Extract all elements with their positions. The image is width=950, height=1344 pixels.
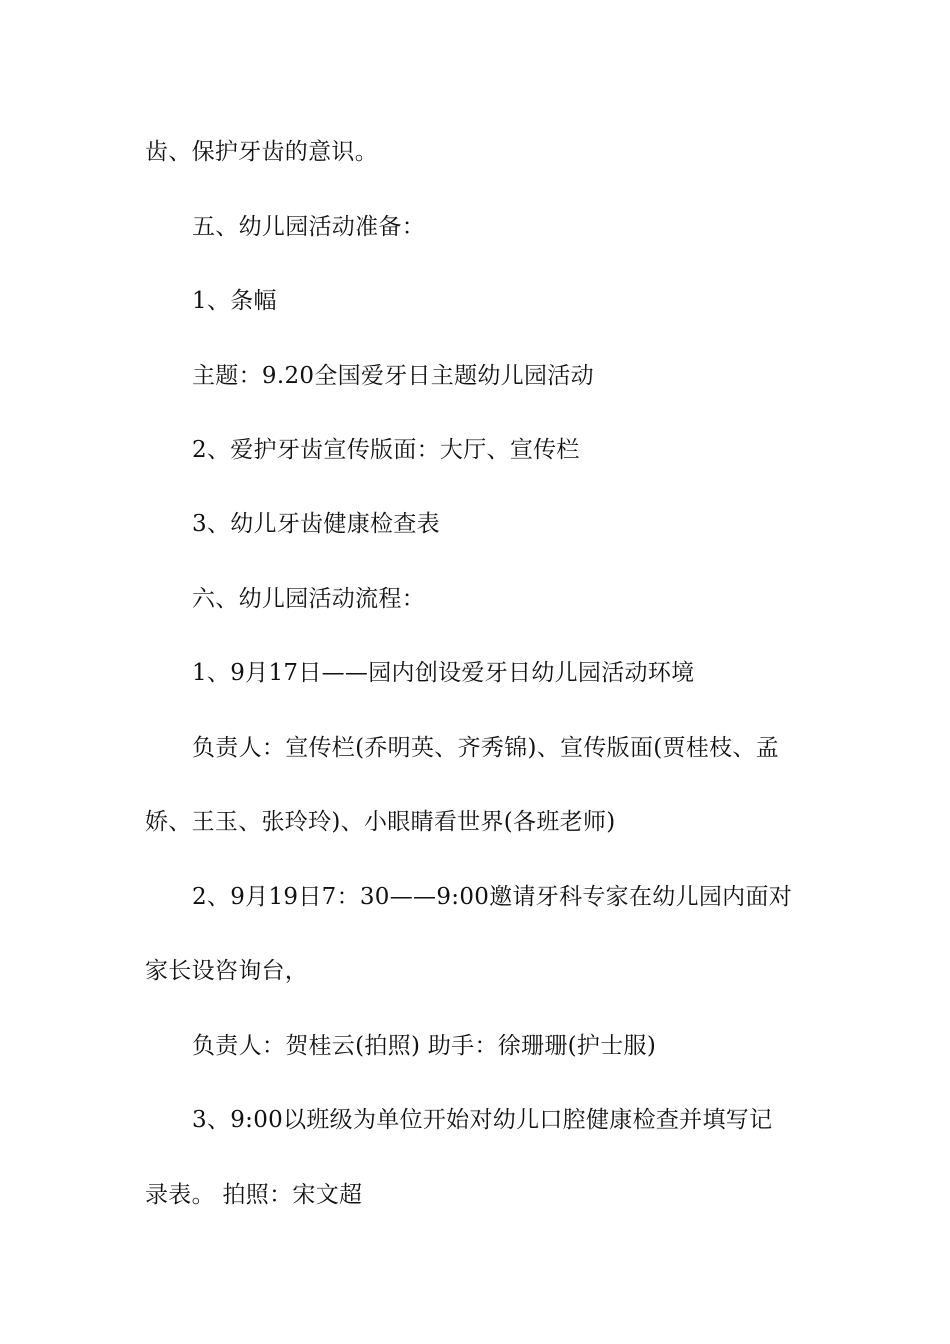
paragraph-line: 家长设咨询台， [145,958,309,984]
paragraph-line: 娇、王玉、张玲玲)、小眼睛看世界(各班老师) [145,809,616,835]
section-heading: 六、幼儿园活动流程： [192,586,425,612]
paragraph-line: 负责人：贺桂云(拍照) 助手：徐珊珊(护士服) [192,1033,657,1059]
list-item: 1、9月17日——园内创设爱牙日幼儿园活动环境 [192,660,695,686]
paragraph-line: 主题：9.20全国爱牙日主题幼儿园活动 [192,363,594,389]
section-heading: 五、幼儿园活动准备： [192,214,425,240]
list-item: 1、条幅 [192,288,277,314]
list-item: 3、幼儿牙齿健康检查表 [192,511,440,537]
list-item: 2、爱护牙齿宣传版面：大厅、宣传栏 [192,437,580,463]
paragraph-line: 录表。 拍照：宋文超 [145,1182,363,1208]
paragraph-line: 负责人：宣传栏(乔明英、齐秀锦)、宣传版面(贾桂枝、孟 [192,735,780,761]
list-item: 3、9:00以班级为单位开始对幼儿口腔健康检查并填写记 [192,1107,773,1133]
list-item: 2、9月19日7：30——9:00邀请牙科专家在幼儿园内面对 [192,884,793,910]
paragraph-line: 齿、保护牙齿的意识。 [145,139,378,165]
